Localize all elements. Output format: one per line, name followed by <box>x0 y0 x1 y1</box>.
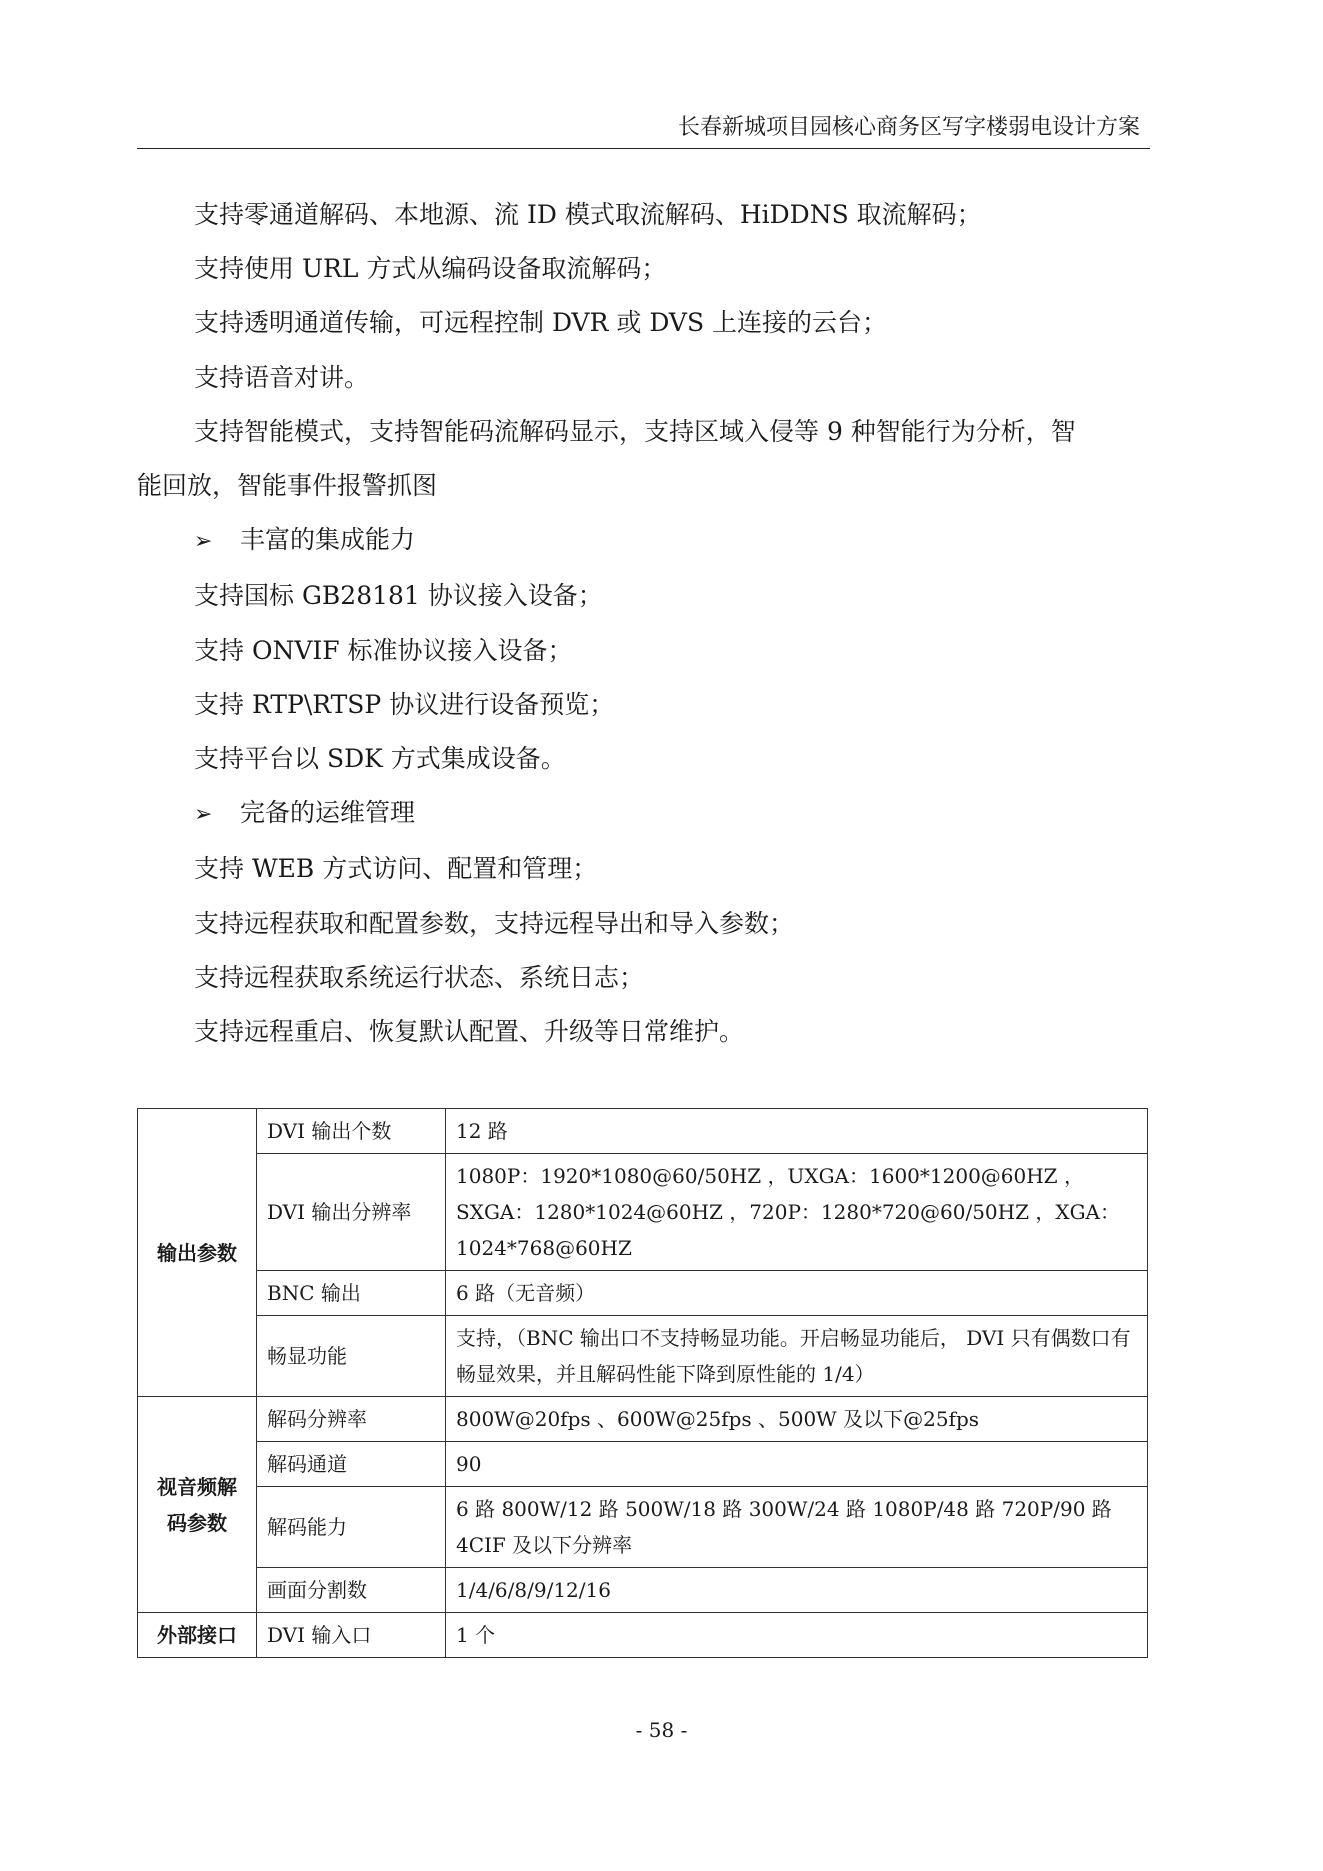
body-text <box>137 188 1137 1059</box>
label-cell: BNC 输出 <box>257 1271 446 1316</box>
group-cell: 视音频解码参数 <box>138 1397 257 1613</box>
label-cell: 畅显功能 <box>257 1316 446 1397</box>
bullet-heading <box>137 786 1137 842</box>
table-row <box>138 1487 1148 1568</box>
label-cell: 解码分辨率 <box>257 1397 446 1442</box>
bullet-heading-text: 完备的运维管理 <box>240 798 416 828</box>
paragraph: 支持零通道解码、本地源、流 ID 模式取流解码、HiDDNS 取流解码； <box>194 200 982 229</box>
value-cell: 90 <box>446 1442 1148 1487</box>
paragraph: 支持远程重启、恢复默认配置、升级等日常维护。 <box>194 1017 745 1047</box>
label-cell: 画面分割数 <box>257 1568 446 1613</box>
arrow-bullet-icon: ➢ <box>194 529 213 555</box>
value-cell: 1080P：1920*1080@60/50HZ ，UXGA：1600*1200@60HZ ，SXGA：1280*1024@60HZ ，720P：1280*720@60/50HZ ，XGA：1024*768@60HZ <box>446 1154 1148 1271</box>
label-cell: DVI 输入口 <box>257 1613 446 1658</box>
paragraph: 支持 RTP\RTSP 协议进行设备预览； <box>194 689 615 719</box>
bullet-heading-text: 丰富的集成能力 <box>240 525 416 555</box>
paragraph: 支持 ONVIF 标准协议接入设备； <box>194 635 573 665</box>
label-cell: 解码通道 <box>257 1442 446 1487</box>
label-cell: 解码能力 <box>257 1487 446 1568</box>
table-row <box>138 1316 1148 1397</box>
paragraph: 支持平台以 SDK 方式集成设备。 <box>194 744 566 774</box>
table-row <box>138 1154 1148 1271</box>
page-number: - 58 - <box>635 1718 688 1742</box>
group-cell: 输出参数 <box>138 1109 257 1397</box>
value-cell: 支持，（BNC 输出口不支持畅显功能。开启畅显功能后， DVI 只有偶数口有畅显效果，并且解码性能下降到原性能的 1/4） <box>446 1316 1148 1397</box>
paragraph: 支持使用 URL 方式从编码设备取流解码； <box>194 254 667 284</box>
label-cell: DVI 输出分辨率 <box>257 1154 446 1271</box>
value-cell: 12 路 <box>446 1109 1148 1154</box>
label-cell: DVI 输出个数 <box>257 1109 446 1154</box>
table-row <box>138 1271 1148 1316</box>
value-cell: 800W@20fps 、600W@25fps 、500W 及以下@25fps <box>446 1397 1148 1442</box>
spec-table <box>137 1108 1148 1658</box>
page-header <box>137 108 1150 149</box>
table-row <box>138 1568 1148 1613</box>
paragraph: 支持 WEB 方式访问、配置和管理； <box>194 854 598 884</box>
value-cell: 1 个 <box>446 1613 1148 1658</box>
value-cell: 1/4/6/8/9/12/16 <box>446 1568 1148 1613</box>
paragraph: 能回放，智能事件报警抓图 <box>137 471 438 501</box>
value-cell: 6 路 800W/12 路 500W/18 路 300W/24 路 1080P/48 路 720P/90 路 4CIF 及以下分辨率 <box>446 1487 1148 1568</box>
paragraph: 支持透明通道传输，可远程控制 DVR 或 DVS 上连接的云台； <box>194 308 888 338</box>
group-cell: 外部接口 <box>138 1613 257 1658</box>
paragraph: 支持国标 GB28181 协议接入设备； <box>194 581 603 611</box>
arrow-bullet-icon: ➢ <box>194 802 213 828</box>
paragraph: 支持远程获取系统运行状态、系统日志； <box>194 962 645 992</box>
value-cell: 6 路（无音频） <box>446 1271 1148 1316</box>
table-row <box>138 1442 1148 1487</box>
header-title: 长春新城项目园核心商务区写字楼弱电设计方案 <box>677 115 1140 140</box>
table-row <box>138 1109 1148 1154</box>
bullet-heading <box>137 513 1137 569</box>
table-row <box>138 1613 1148 1658</box>
paragraph: 支持远程获取和配置参数，支持远程导出和导入参数； <box>194 908 795 938</box>
paragraph: 支持智能模式，支持智能码流解码显示，支持区域入侵等 9 种智能行为分析，智 <box>194 416 1076 446</box>
paragraph: 支持语音对讲。 <box>194 362 370 392</box>
table-row <box>138 1397 1148 1442</box>
